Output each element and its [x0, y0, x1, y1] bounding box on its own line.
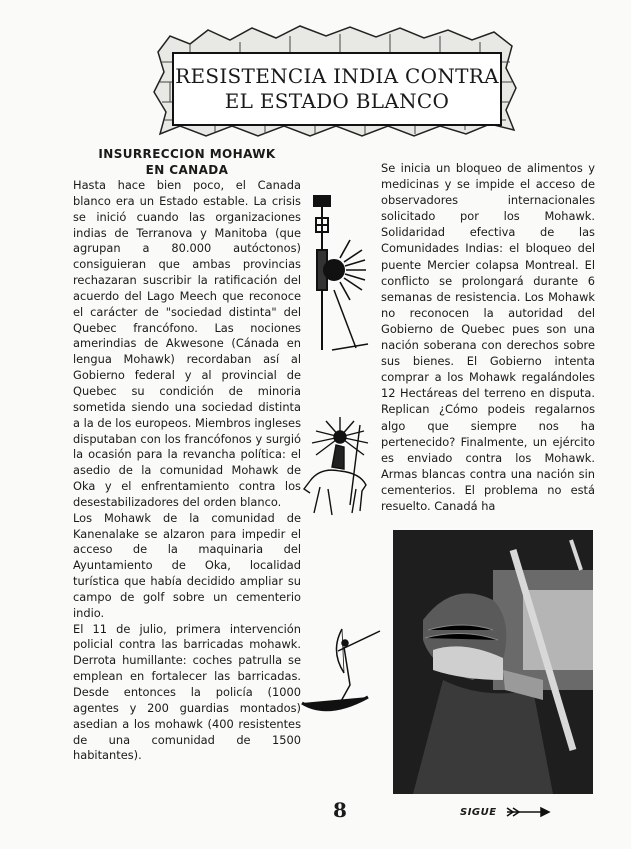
title-banner: [172, 52, 502, 126]
continue-indicator: [460, 806, 551, 818]
article-title-line-2: EN CANADA: [145, 163, 229, 177]
article-title-line-1: INSURRECCION MOHAWK: [98, 147, 276, 161]
right-column: [381, 160, 595, 514]
arrow-icon: [505, 806, 551, 818]
continue-label: SIGUE: [460, 806, 497, 818]
left-column: [73, 146, 301, 764]
paragraph: Hasta hace bien poco, el Canada blanco era un Estado estable. La crisis se inició cuando las organizaciones indias de Terranova y Manitoba (que agrupan a 80.000 autóctonos) consiguieran que ambas provincias rechazaran suscribir la ratificación del acuerdo del Lago Meech que reconoce el carácter de "sociedad distinta" del Quebec francófono. Las nociones amerindias de Akwesone (Cánada en lengua Mohawk) recordaban así al Gobierno federal y al provincial de Quebec su condición de minoria sometida siendo una sociedad distinta a la de los europeos. Miembros ingleses disputaban con los francófonos y surgió la ocasión para la revancha política: el asedio de la comunidad Mohawk de Oka y el enfrentamiento contra los desestabilizadores del orden blanco.: [73, 178, 301, 509]
warrior-horse-icon: [300, 415, 378, 525]
paragraph: Se inicia un bloqueo de alimentos y medicinas y se impide el acceso de observadores internacionales solicitado por los Mohawk. Solidaridad efectiva de las Comunidades Indias: el bloqueo del puente Mercier colapsa Montreal. El conflicto se prolongará durante 6 semanas de resistencia. Los Mohawk no reconocen la autoridad del Gobierno de Quebec pues son una nación soberana con derechos sobre sus bienes. El Gobierno intenta comprar a los Mohawk regalándoles 12 Hectáreas del terreno en disputa. Replican ¿Cómo podeis regalarnos algo que siempre nos ha pertenecido? Finalmente, un ejército es enviado contra los Mohawk. Armas blancas contra una nación sin cementerios. El problema no está resuelto. Canadá ha: [381, 161, 595, 513]
totem-sun-icon: [304, 190, 372, 355]
banner-title-line-2: EL ESTADO BLANCO: [224, 89, 450, 113]
warrior-photo: [393, 530, 593, 794]
paragraph: El 11 de julio, primera intervención policial contra las barricadas mohawk. Derrota humillante: coches patrulla se emplean en fortalecer las barricadas. Desde entonces la policía (1000 agentes y 200 guardias montados) asedian a los mohawk (400 resistentes de una comunidad de 1500 habitantes).: [73, 621, 301, 763]
archer-canoe-icon: [298, 625, 384, 720]
page-number: 8: [333, 798, 347, 822]
banner-title-line-1: RESISTENCIA INDIA CONTRA: [175, 64, 499, 88]
paragraph: Los Mohawk de la comunidad de Kanenalake se alzaron para impedir el acceso de la maquinaria del Ayuntamiento de Oka, localidad turística que había decidido ampliar su campo de golf sobre un cementerio indio.: [73, 510, 301, 620]
